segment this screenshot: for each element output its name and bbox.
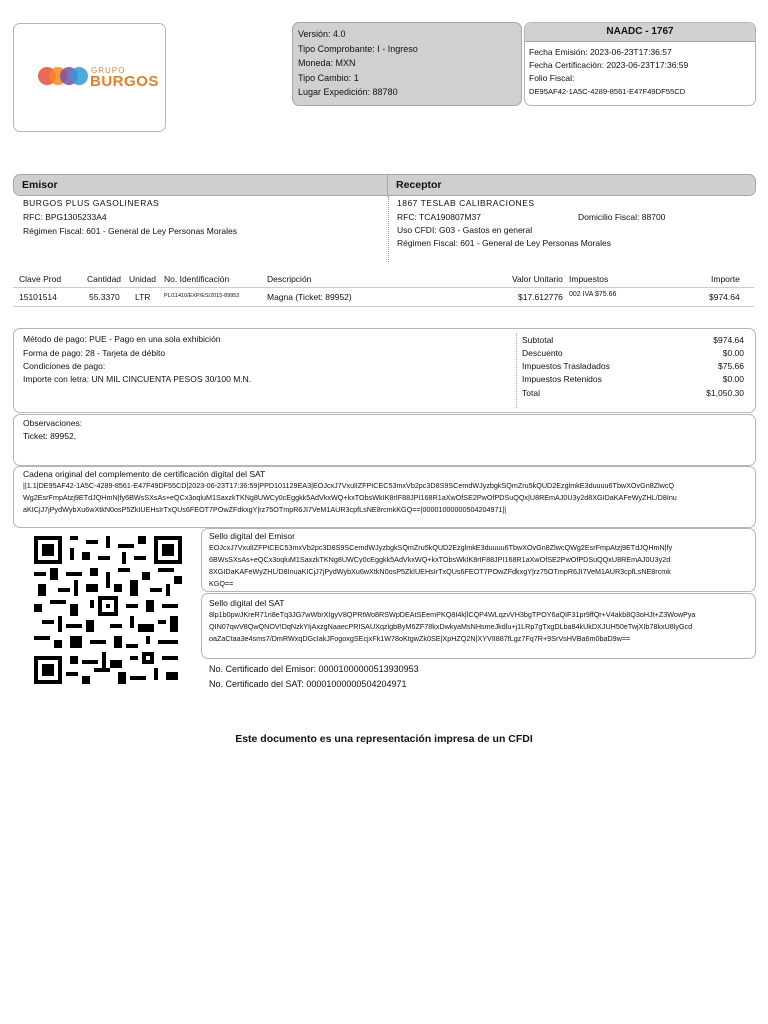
forma-pago: Forma de pago: 28 - Tarjeta de débito xyxy=(23,348,166,358)
payment-box xyxy=(13,328,756,413)
sello-sat-box xyxy=(201,593,756,659)
item-clave: 15101514 xyxy=(19,292,57,302)
subtotal-value: $974.64 xyxy=(713,335,744,345)
sello-emisor-label: Sello digital del Emisor xyxy=(209,531,295,541)
receptor-header xyxy=(387,174,756,196)
receptor-label: Receptor xyxy=(396,179,442,191)
cert-emisor: No. Certificado del Emisor: 00001000000513930953 xyxy=(209,664,419,674)
comprobante-info-box xyxy=(292,22,522,106)
trasladados-label: Impuestos Trasladados xyxy=(522,361,610,371)
column-divider xyxy=(388,196,389,262)
cadena-original-box xyxy=(13,466,756,528)
col-header-importe: Importe xyxy=(711,274,740,284)
trasladados-value: $75.66 xyxy=(718,361,744,371)
table-header-divider xyxy=(13,287,754,288)
receptor-rfc: RFC: TCA190807M37 xyxy=(397,212,481,222)
col-header-descripcion: Descripción xyxy=(267,274,312,284)
descuento-row xyxy=(522,348,744,358)
receptor-name: 1867 TESLAB CALIBRACIONES xyxy=(397,198,535,208)
logo-text-grupo: GRUPO xyxy=(91,66,126,75)
tipo-comprobante-text: Tipo Comprobante: I - Ingreso xyxy=(298,43,418,54)
payment-divider xyxy=(516,333,517,408)
logo-box xyxy=(13,23,166,132)
tipo-cambio-text: Tipo Cambio: 1 xyxy=(298,72,359,83)
folio-fiscal: DE95AF42-1A5C-4289-8561-E47F49DF55CD xyxy=(529,87,686,96)
receptor-regimen: Régimen Fiscal: 601 - General de Ley Personas Morales xyxy=(397,238,612,248)
sello-sat-text: 8lp1b0pwJKreR71ri8eTq3JG7wWbrXIgyV8QPRtWo8RSWpDEAtSEemPKQ8I4k|lCQP4WLqzvVH3bgTPOY6aQIF31pr9ffQr+V4akb8Q3oHJt+Z3WowPyaQIN07qwV8QwQNOV!DqNzkYIjAxzgNaaecPRISAUXqzlgbByM6ZF78kxDwkyaMsNHsmeJkdlu+j1LRp7gTxgDLba84kUkDXJUH50eTwjXIb78kxU8lyGcdoaZaCtaa3e4sms7/DmRWxqDGcIakJFogoxgSEcjxFk1W78oKtgwZk0SE|XpHZQ2N|XYVII887fLgz7Fq7R+9SrVsHVBa6m0baD9w== xyxy=(209,610,696,643)
folio-label: Folio Fiscal: xyxy=(529,73,575,83)
item-cantidad: 55.3370 xyxy=(89,292,120,302)
retenidos-row xyxy=(522,374,744,384)
logo-text-burgos: BURGOS xyxy=(90,73,159,90)
fecha-emision: Fecha Emisión: 2023-06-23T17:36:57 xyxy=(529,47,672,57)
item-unidad: LTR xyxy=(135,292,151,302)
qr-code xyxy=(34,534,182,686)
condiciones-pago: Condiciones de pago: xyxy=(23,361,106,371)
item-importe: $974.64 xyxy=(709,292,740,302)
fecha-certificacion: Fecha Certificación: 2023-06-23T17:36:59 xyxy=(529,60,689,70)
observaciones-box xyxy=(13,414,756,466)
version-text: Versión: 4.0 xyxy=(298,29,346,39)
col-header-unidad: Unidad xyxy=(129,274,156,284)
lugar-expedicion-text: Lugar Expedición: 88780 xyxy=(298,87,398,97)
company-logo xyxy=(36,64,166,94)
sello-emisor-text: EOJcxJ7VxulIZFPICEC53mxVb2pc3D8S9SCemdWJyzbgkSQmZru5kQUD2EzglmkE3duuuu6TbwXOvGn8ZlwcQWg2EsrFmpAtzj9ETdJQHmN|fy6BWsSXsAs+eQCx3oqluM1SaxzkTKNg8UWCy0cEggkk5AdVkxWQ+kxTObsWkIK8rIF88JPI168R1aXwOfSE2PwOfPDSuQQxU8REmAJ0U3y2d8XGIDaKAFeWyZHL/D8InuaKICjJ7jPydWybXu6wXtkN0osP5ZkIUEHsIrTxQUs6FEOT7POwZFdkxgY|rz75OTmpR6JI7VeM1AUR3cpfLsNE8rcmkKGQ== xyxy=(209,543,673,588)
cadena-text: ||1.1|DE95AF42-1A5C-4289-8561-E47F49DF55CD|2023-06-23T17:36:59|PPD101129EA3|EOJcxJ7VxulIZFPICEC53mxVb2pc3D8S9SCemdWJyzbgkSQmZru5kQUD2EzglmkE3duuuu6TbwXOvGn8ZlwcQWg2EsrFmpAtzj9ETdJQHmN|fy6BWsSXsAs+eQCx3oqluM1SaxzkTKNg8UWCy0cEggkk5AdVkxWQ+kxTObsWkIK8rIF88JPI168R1aXwOfSE2PwOfPDSuQQx|U8REmAJ0U3y2d8XGIDaKAFeWyZHL/D8InuaKICjJ7jPydWybXu6wXtkN0osP5ZkIUEHsIrTxQUs6FEOT7POwZFdkxgY|rz75OTmpR6JI7VeM1AUR3cpfLsNE8rcmkKGQ==|00001000000504204971|| xyxy=(23,481,677,514)
moneda-text: Moneda: MXN xyxy=(298,58,356,68)
col-header-cantidad: Cantidad xyxy=(87,274,122,284)
metodo-pago: Método de pago: PUE - Pago en una sola exhibición xyxy=(23,334,221,344)
table-row-divider xyxy=(13,306,754,307)
receptor-domicilio: Domicilio Fiscal: 88700 xyxy=(578,212,666,222)
item-impuestos: 002 IVA $75.66 xyxy=(569,291,617,298)
retenidos-value: $0.00 xyxy=(722,374,744,384)
cadena-label: Cadena original del complemento de certificación digital del SAT xyxy=(23,469,266,479)
observaciones-label: Observaciones: xyxy=(23,418,83,428)
trasladados-row xyxy=(522,361,744,371)
emisor-name: BURGOS PLUS GASOLINERAS xyxy=(23,198,160,208)
document-title: NAADC - 1767 xyxy=(525,23,755,42)
retenidos-label: Impuestos Retenidos xyxy=(522,374,602,384)
item-valor-unitario: $17.612776 xyxy=(518,292,563,302)
item-identificacion: PL/11410/EXP/ES/2015-89952 xyxy=(164,293,240,299)
subtotal-label: Subtotal xyxy=(522,335,554,345)
emisor-header xyxy=(13,174,388,196)
col-header-identificacion: No. Identificación xyxy=(164,274,230,284)
item-descripcion: Magna (Ticket: 89952) xyxy=(267,292,352,302)
total-label: Total xyxy=(522,388,540,398)
descuento-value: $0.00 xyxy=(722,348,744,358)
col-header-valor-unitario: Valor Unitario xyxy=(512,274,563,284)
sello-emisor-box xyxy=(201,528,756,592)
document-id-box xyxy=(524,22,756,106)
receptor-uso-cfdi: Uso CFDI: G03 - Gastos en general xyxy=(397,225,533,235)
col-header-impuestos: Impuestos xyxy=(569,274,609,284)
emisor-label: Emisor xyxy=(22,179,58,191)
emisor-regimen: Régimen Fiscal: 601 - General de Ley Personas Morales xyxy=(23,226,238,236)
sello-sat-label: Sello digital del SAT xyxy=(209,598,285,608)
footer-note: Este documento es una representación impresa de un CFDI xyxy=(235,733,533,745)
descuento-label: Descuento xyxy=(522,348,563,358)
logo-circle-blue xyxy=(70,67,88,85)
subtotal-row xyxy=(522,335,744,345)
total-value: $1,050.30 xyxy=(706,388,744,398)
cert-sat: No. Certificado del SAT: 00001000000504204971 xyxy=(209,679,407,689)
emisor-rfc: RFC: BPG1305233A4 xyxy=(23,212,107,222)
col-header-clave: Clave Prod xyxy=(19,274,62,284)
total-row xyxy=(522,388,744,398)
observaciones-text: Ticket: 89952, xyxy=(23,431,77,441)
importe-letra: Importe con letra: UN MIL CINCUENTA PESOS 30/100 M.N. xyxy=(23,374,252,384)
